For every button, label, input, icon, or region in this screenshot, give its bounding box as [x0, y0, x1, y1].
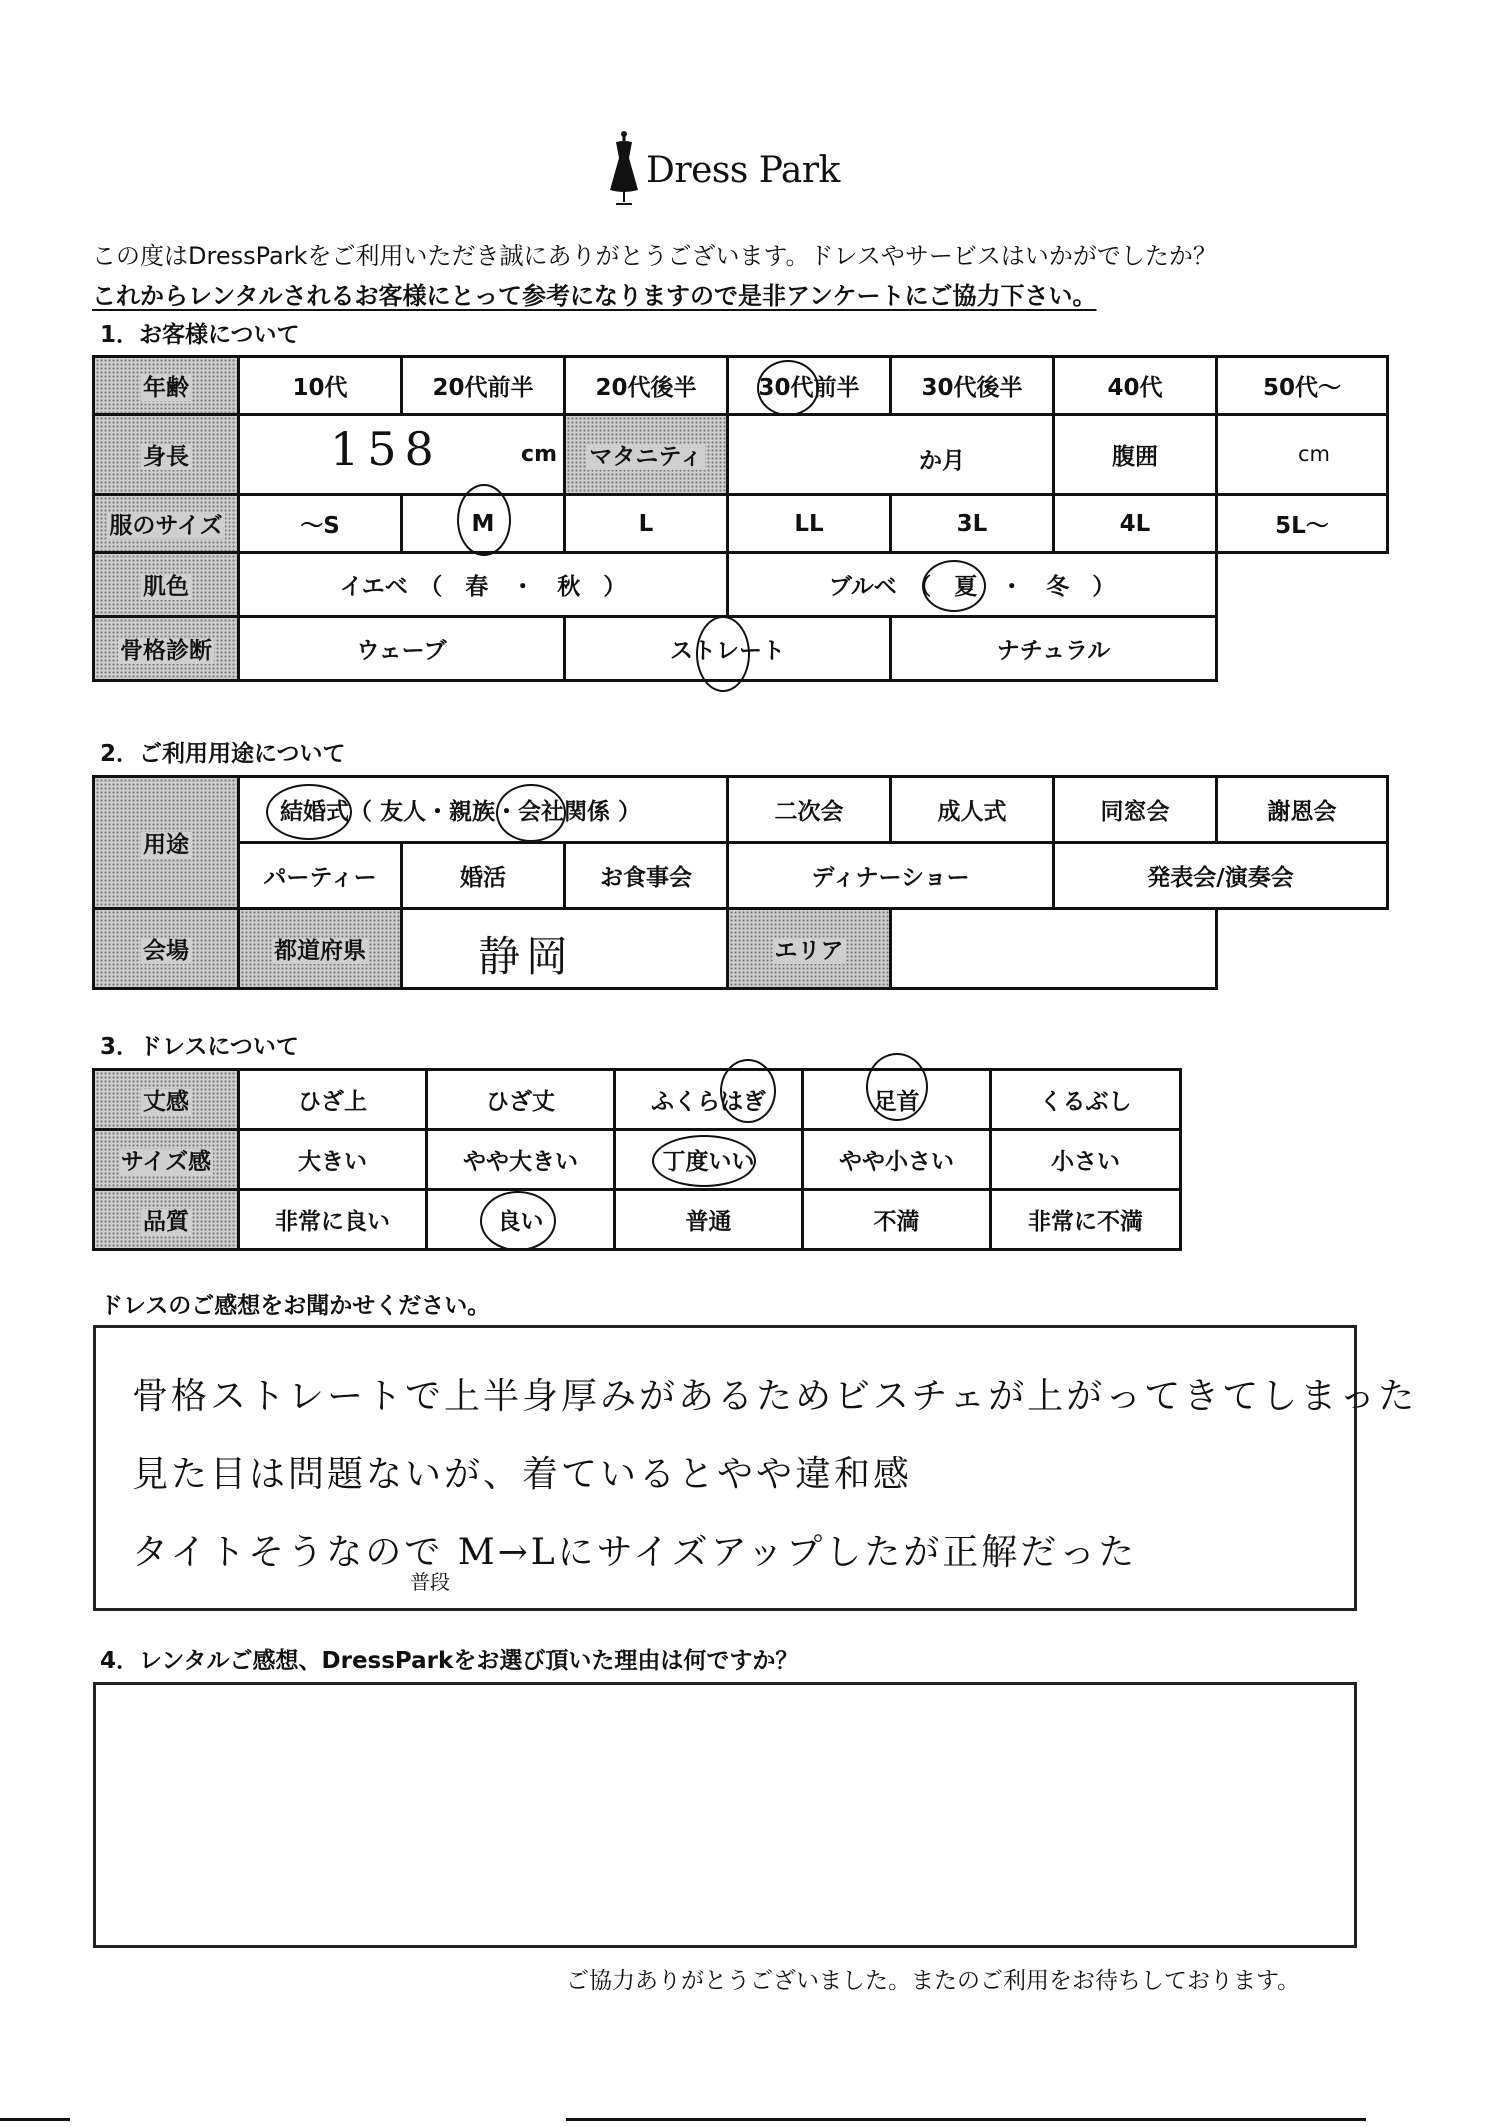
length-option[interactable]: ひざ上: [239, 1070, 427, 1130]
fit-label: サイズ感: [94, 1130, 239, 1190]
height-field[interactable]: [239, 415, 565, 495]
usage-option[interactable]: お食事会: [565, 843, 728, 909]
prefecture-value: 静岡: [478, 932, 575, 981]
age-row: [94, 357, 1388, 415]
usage-option[interactable]: 成人式: [891, 777, 1054, 843]
height-value: 158: [330, 422, 442, 476]
feedback-title: ドレスのご感想をお聞かせください。: [100, 1293, 491, 1319]
length-row: [94, 1070, 1181, 1130]
quality-label: 品質: [94, 1190, 239, 1250]
age-option[interactable]: 30代後半: [891, 357, 1054, 415]
age-label: 年齢: [94, 357, 239, 415]
skeleton-label: 骨格診断: [94, 617, 239, 681]
size-option-selected[interactable]: M: [402, 495, 565, 553]
closing-message: ご協力ありがとうございました。またのご利用をお待ちしております。: [566, 1968, 1301, 1994]
length-label: 丈感: [94, 1070, 239, 1130]
age-option[interactable]: 20代前半: [402, 357, 565, 415]
fit-option-selected[interactable]: 丁度いい: [615, 1130, 803, 1190]
age-option[interactable]: 20代後半: [565, 357, 728, 415]
size-row: [94, 495, 1388, 553]
length-option-selected[interactable]: 足首: [803, 1070, 991, 1130]
usage-label: 用途: [94, 777, 239, 909]
skeleton-option[interactable]: ナチュラル: [891, 617, 1217, 681]
dress-table: [92, 1068, 1182, 1251]
quality-option-selected[interactable]: 良い: [427, 1190, 615, 1250]
size-option[interactable]: ～S: [239, 495, 402, 553]
section3-title: 3．ドレスについて: [100, 1034, 299, 1060]
age-option[interactable]: 50代～: [1217, 357, 1388, 415]
quality-row: [94, 1190, 1181, 1250]
area-field[interactable]: [891, 909, 1217, 989]
skin-row: [94, 553, 1388, 617]
intro-request: これからレンタルされるお客様にとって参考になりますので是非アンケートにご協力下さい。: [92, 282, 1097, 310]
quality-option[interactable]: 非常に不満: [991, 1190, 1181, 1250]
usage-table: [92, 775, 1389, 990]
fit-row: [94, 1130, 1181, 1190]
dresspark-logo: [606, 128, 876, 208]
section1-title: 1．お客様について: [100, 322, 300, 348]
dress-mannequin-icon: [606, 128, 642, 208]
usage-option[interactable]: 謝恩会: [1217, 777, 1388, 843]
feedback-comment-box[interactable]: [93, 1325, 1418, 1611]
skeleton-option[interactable]: ウェーブ: [239, 617, 565, 681]
reason-answer-box[interactable]: [93, 1682, 1357, 1948]
size-option[interactable]: 5L～: [1217, 495, 1388, 553]
feedback-annotation: 普段: [410, 1570, 450, 1594]
fit-option[interactable]: やや大きい: [427, 1130, 615, 1190]
usage-option[interactable]: ディナーショー: [728, 843, 1054, 909]
age-option[interactable]: 40代: [1054, 357, 1217, 415]
feedback-line: タイトそうなので M→Lにサイズアップしたが正解だった: [132, 1532, 1138, 1573]
skin-yellow-option[interactable]: イエベ （ 春 ・ 秋 ）: [239, 553, 728, 617]
length-option-selected[interactable]: ふくらはぎ: [615, 1070, 803, 1130]
quality-option[interactable]: 普通: [615, 1190, 803, 1250]
venue-row: [94, 909, 1388, 989]
size-option[interactable]: 3L: [891, 495, 1054, 553]
feedback-line: 見た目は問題ないが、着ているとやや違和感: [132, 1454, 913, 1495]
usage-option[interactable]: 婚活: [402, 843, 565, 909]
usage-option[interactable]: 二次会: [728, 777, 891, 843]
footer-rule: [566, 2118, 1366, 2121]
waist-field[interactable]: [1217, 415, 1388, 495]
skin-label: 肌色: [94, 553, 239, 617]
skeleton-row: [94, 617, 1388, 681]
section4-title: 4．レンタルご感想、DressParkをお選び頂いた理由は何ですか？: [100, 1648, 799, 1674]
maternity-unit: か月: [919, 448, 965, 474]
maternity-field[interactable]: [728, 415, 1054, 495]
prefecture-field[interactable]: [402, 909, 728, 989]
waist-label: 腹囲: [1054, 415, 1217, 495]
skeleton-option-selected[interactable]: ストレート: [565, 617, 891, 681]
length-option[interactable]: ひざ丈: [427, 1070, 615, 1130]
usage-option[interactable]: 発表会/演奏会: [1054, 843, 1388, 909]
feedback-line: 骨格ストレートで上半身厚みがあるためビスチェが上がってきてしまった: [132, 1376, 1418, 1417]
skin-blue-option[interactable]: ブルベ （ 夏 ・ 冬 ）: [728, 553, 1217, 617]
usage-option[interactable]: パーティー: [239, 843, 402, 909]
size-option[interactable]: L: [565, 495, 728, 553]
waist-unit: cm: [1298, 442, 1331, 466]
footer-rule: [0, 2118, 70, 2121]
height-label: 身長: [94, 415, 239, 495]
intro-greeting: この度はDressParkをご利用いただき誠にありがとうございます。ドレスやサービスはいかがでしたか？: [92, 242, 1217, 270]
area-label: エリア: [728, 909, 891, 989]
quality-option[interactable]: 不満: [803, 1190, 991, 1250]
brand-name: Dress Park: [646, 150, 840, 191]
usage-row-2: [94, 843, 1388, 909]
size-option[interactable]: 4L: [1054, 495, 1217, 553]
quality-option[interactable]: 非常に良い: [239, 1190, 427, 1250]
fit-option[interactable]: 小さい: [991, 1130, 1181, 1190]
age-option-selected[interactable]: 30代前半: [728, 357, 891, 415]
customer-table: [92, 355, 1389, 682]
height-unit: cm: [521, 442, 557, 467]
section2-title: 2．ご利用用途について: [100, 741, 346, 767]
age-option[interactable]: 10代: [239, 357, 402, 415]
size-label: 服のサイズ: [94, 495, 239, 553]
venue-label: 会場: [94, 909, 239, 989]
prefecture-label: 都道府県: [239, 909, 402, 989]
fit-option[interactable]: 大きい: [239, 1130, 427, 1190]
maternity-label: マタニティ: [565, 415, 728, 495]
length-option[interactable]: くるぶし: [991, 1070, 1181, 1130]
fit-option[interactable]: やや小さい: [803, 1130, 991, 1190]
usage-row-1: [94, 777, 1388, 843]
size-option[interactable]: LL: [728, 495, 891, 553]
wedding-option[interactable]: 結婚式（ 友人・親族・会社関係 ）: [239, 777, 728, 843]
height-row: [94, 415, 1388, 495]
usage-option[interactable]: 同窓会: [1054, 777, 1217, 843]
